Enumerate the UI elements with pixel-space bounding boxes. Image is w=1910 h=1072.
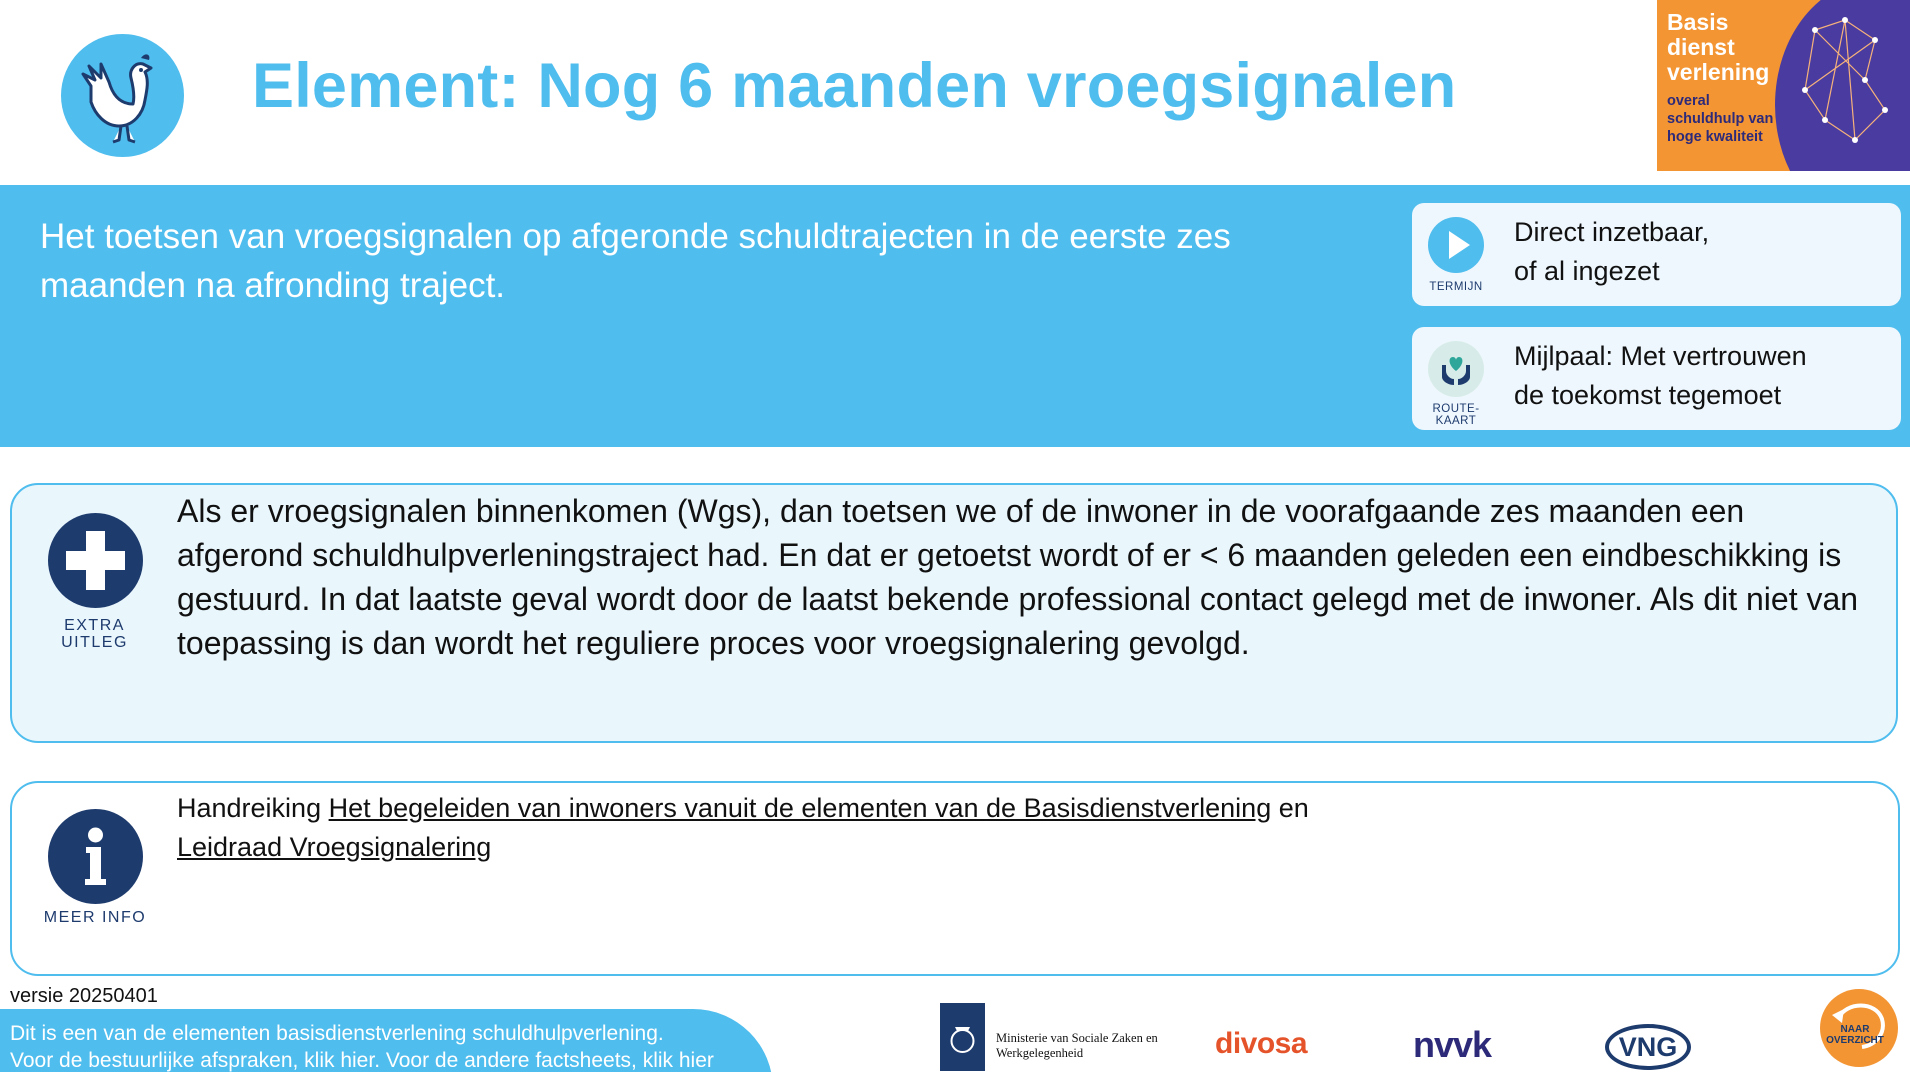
- plus-icon: [48, 513, 143, 608]
- meer-info-caption: MEER INFO: [43, 909, 147, 926]
- meer-info-text: [177, 789, 1877, 867]
- nvvk-logo: nvvk: [1413, 1024, 1492, 1065]
- rooster-icon: [61, 34, 184, 157]
- meer-info-prefix: Handreiking: [177, 793, 329, 823]
- netherlands-map-icon: [1775, 0, 1910, 171]
- page-title: Element: Nog 6 maanden vroegsignalen: [252, 51, 1457, 121]
- routekaart-text: Mijlpaal: Met vertrouwen de toekomst tegemoet: [1514, 341, 1807, 410]
- naar-overzicht-button[interactable]: [1820, 989, 1898, 1067]
- element-description: Het toetsen van vroegsignalen op afgeronde schuldtrajecten in de eerste zes maanden na afronding traject.: [40, 217, 1231, 305]
- meer-info-middle: en: [1271, 793, 1309, 823]
- info-icon: [48, 809, 143, 904]
- naar-overzicht-label: NAAR OVERZICHT: [1826, 1024, 1884, 1046]
- routekaart-card: [1412, 327, 1901, 430]
- vng-logo: VNG: [1605, 1024, 1691, 1070]
- brand-title: Basis dienst verlening: [1667, 9, 1770, 85]
- hands-heart-icon: [1426, 339, 1486, 399]
- version-label: versie 20250401: [10, 985, 158, 1007]
- footer-text: [10, 1020, 714, 1072]
- extra-uitleg-text: Als er vroegsignalen binnenkomen (Wgs), dan toetsen we of de inwoner in de voorafgaande zes maanden een afgerond schuldhulpverleningstraject had. En dat er getoetst wordt of er < 6 maanden geleden een eindbeschikking is gestuurd. In dat laatste geval wordt door de laatst bekende professional contact gelegd met de inwoner. Als dit niet van toepassing is dan wordt het reguliere proces voor vroegsignalering gevolgd.: [177, 493, 1859, 661]
- handreiking-link[interactable]: Het begeleiden van inwoners vanuit de elementen van de Basisdienstverlening: [328, 793, 1272, 823]
- termijn-caption: TERMIJN: [1429, 281, 1483, 293]
- brand-subtitle: overal schuldhulp van hoge kwaliteit: [1667, 93, 1774, 145]
- leidraad-link[interactable]: Leidraad Vroegsignalering: [177, 832, 492, 862]
- ministerie-name: Ministerie van Sociale Zaken en Werkgelegenheid: [996, 1031, 1158, 1060]
- termijn-card: [1412, 203, 1901, 306]
- routekaart-caption: ROUTE- KAART: [1432, 403, 1480, 427]
- footer-line-1: Dit is een van de elementen basisdienstverlening schuldhulpverlening.: [10, 1022, 664, 1045]
- basisdienstverlening-logo: [1657, 0, 1910, 171]
- play-icon: [1426, 215, 1486, 275]
- extra-uitleg-caption: EXTRA UITLEG: [61, 617, 128, 651]
- rooster-logo: [61, 34, 184, 157]
- footer-links-line[interactable]: Voor de bestuurlijke afspraken, klik hier. Voor de andere factsheets, klik hier: [10, 1049, 714, 1072]
- ministerie-emblem: [940, 1003, 985, 1071]
- termijn-text: Direct inzetbaar, of al ingezet: [1514, 217, 1710, 286]
- divosa-logo: divosa: [1215, 1027, 1308, 1060]
